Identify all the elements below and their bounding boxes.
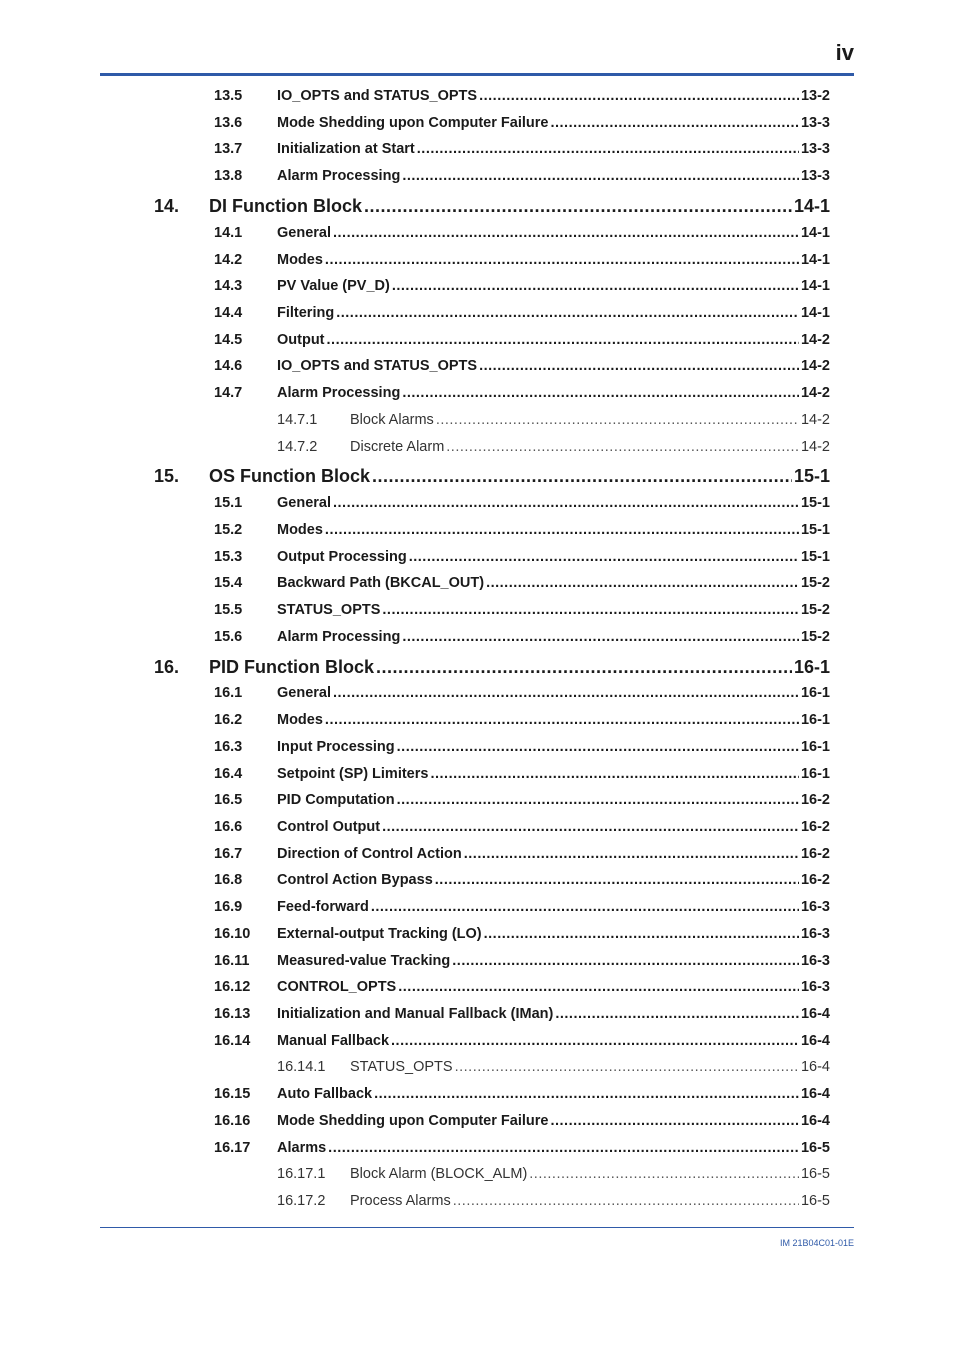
- toc-entry-number: 16.4: [214, 766, 243, 782]
- toc-entry-number: 14.1: [214, 225, 243, 241]
- toc-entry[interactable]: [0, 225, 830, 241]
- toc-entry[interactable]: [0, 1059, 830, 1075]
- toc-leader-dots: [327, 332, 799, 348]
- toc-entry[interactable]: [0, 1140, 830, 1156]
- toc-entry-title: External-output Tracking (LO): [277, 926, 482, 942]
- toc-leader-dots: [382, 819, 799, 835]
- page-number: iv: [835, 40, 854, 65]
- toc-entry[interactable]: [0, 872, 830, 888]
- toc-entry-page: 16-3: [800, 926, 830, 942]
- toc-entry[interactable]: [0, 522, 830, 538]
- toc-entry-page: 14-2: [800, 385, 830, 401]
- toc-entry-number: 16.8: [214, 872, 243, 888]
- toc-entry-number: 16.6: [214, 819, 243, 835]
- toc-leader-dots: [397, 739, 799, 755]
- toc-entry[interactable]: [0, 252, 830, 268]
- toc-entry-number: 14.3: [214, 278, 243, 294]
- toc-leader-dots: [479, 88, 799, 104]
- toc-entry-number: 15.3: [214, 549, 243, 565]
- toc-entry-title: Filtering: [277, 305, 335, 321]
- toc-entry-title: Initialization at Start: [277, 141, 415, 157]
- toc-entry[interactable]: [0, 466, 830, 487]
- toc-entry-title: Setpoint (SP) Limiters: [277, 766, 429, 782]
- toc-entry[interactable]: [0, 1113, 830, 1129]
- toc-entry[interactable]: [0, 766, 830, 782]
- toc-entry[interactable]: [0, 712, 830, 728]
- toc-entry-page: 16-1: [800, 685, 830, 701]
- toc-leader-dots: [391, 1033, 799, 1049]
- toc-entry-page: 16-4: [800, 1033, 830, 1049]
- toc-leader-dots: [452, 953, 799, 969]
- toc-leader-dots: [529, 1166, 799, 1182]
- toc-leader-dots: [402, 385, 799, 401]
- toc-entry-number: 15.4: [214, 575, 243, 591]
- toc-entry-title: Alarm Processing: [277, 629, 401, 645]
- toc-leader-dots: [392, 278, 799, 294]
- toc-entry-number: 16.5: [214, 792, 243, 808]
- toc-entry-number: 16.2: [214, 712, 243, 728]
- toc-leader-dots: [333, 685, 799, 701]
- toc-entry-title: General: [277, 225, 331, 241]
- header-rule: [100, 73, 854, 76]
- toc-entry-page: 16-3: [800, 979, 830, 995]
- toc-entry-page: 14-1: [800, 278, 830, 294]
- toc-entry-title: Manual Fallback: [277, 1033, 390, 1049]
- toc-entry-number: 13.7: [214, 141, 243, 157]
- toc-entry-title: STATUS_OPTS: [350, 1059, 453, 1075]
- toc-entry-number: 16.16: [214, 1113, 251, 1129]
- toc-leader-dots: [402, 168, 799, 184]
- toc-entry[interactable]: [0, 332, 830, 348]
- toc-leader-dots: [550, 1113, 799, 1129]
- toc-entry-title: Feed-forward: [277, 899, 369, 915]
- toc-entry[interactable]: [0, 846, 830, 862]
- toc-leader-dots: [371, 899, 799, 915]
- toc-entry-number: 16.17: [214, 1140, 251, 1156]
- toc-entry-number: 14.5: [214, 332, 243, 348]
- toc-entry-number: 15.1: [214, 495, 243, 511]
- toc-entry[interactable]: [0, 979, 830, 995]
- toc-entry-title: Block Alarm (BLOCK_ALM): [350, 1166, 528, 1182]
- toc-entry-title: Auto Fallback: [277, 1086, 373, 1102]
- toc-entry-number: 16.14.1: [277, 1059, 326, 1075]
- toc-entry[interactable]: [0, 899, 830, 915]
- toc-entry-number: 14.4: [214, 305, 243, 321]
- toc-entry[interactable]: [0, 657, 830, 678]
- toc-entry[interactable]: [0, 685, 830, 701]
- toc-entry-number: 16.17.1: [277, 1166, 326, 1182]
- toc-entry-number: 15.6: [214, 629, 243, 645]
- toc-entry-number: 14.6: [214, 358, 243, 374]
- toc-entry-number: 13.8: [214, 168, 243, 184]
- toc-entry-number: 13.5: [214, 88, 243, 104]
- toc-entry[interactable]: [0, 305, 830, 321]
- toc-leader-dots: [446, 439, 799, 455]
- toc-entry-title: DI Function Block: [209, 196, 362, 216]
- toc-entry-title: OS Function Block: [209, 466, 371, 486]
- toc-entry-number: 16.9: [214, 899, 243, 915]
- toc-entry[interactable]: [0, 141, 830, 157]
- toc-entry[interactable]: [0, 1033, 830, 1049]
- toc-entry-page: 16-1: [800, 712, 830, 728]
- toc-entry[interactable]: [0, 575, 830, 591]
- toc-entry-page: 14-2: [800, 439, 830, 455]
- toc-entry-page: 16-2: [800, 819, 830, 835]
- toc-entry-number: 16.12: [214, 979, 251, 995]
- toc-entry-number: 16.17.2: [277, 1193, 326, 1209]
- toc-entry-page: 16-2: [800, 846, 830, 862]
- toc-entry-page: 16-5: [800, 1140, 830, 1156]
- toc-entry-page: 16-5: [800, 1166, 830, 1182]
- toc-entry-title: General: [277, 685, 331, 701]
- toc-entry[interactable]: [0, 1193, 830, 1209]
- toc-entry-title: PV Value (PV_D): [277, 278, 390, 294]
- toc-entry-title: IO_OPTS and STATUS_OPTS: [277, 358, 478, 374]
- toc-entry-page: 14-1: [800, 252, 830, 268]
- toc-entry-title: Block Alarms: [350, 412, 434, 428]
- toc-entry-page: 14-2: [800, 358, 830, 374]
- toc-entry[interactable]: [0, 168, 830, 184]
- toc-entry-number: 16.13: [214, 1006, 251, 1022]
- toc-entry-number: 16.14: [214, 1033, 251, 1049]
- toc-entry-title: IO_OPTS and STATUS_OPTS: [277, 88, 478, 104]
- footer-rule: [100, 1227, 854, 1228]
- toc-leader-dots: [372, 466, 792, 487]
- toc-leader-dots: [436, 412, 799, 428]
- toc-entry-number: 16.7: [214, 846, 243, 862]
- toc-leader-dots: [376, 657, 792, 678]
- toc-leader-dots: [430, 766, 799, 782]
- toc-entry-number: 14.7.2: [277, 439, 318, 455]
- toc-leader-dots: [325, 712, 799, 728]
- toc-entry[interactable]: [0, 1006, 830, 1022]
- toc-entry-page: 16-4: [800, 1113, 830, 1129]
- toc-entry-number: 16.11: [214, 953, 250, 969]
- toc-entry-number: 15.: [154, 466, 180, 486]
- toc-entry-number: 14.7.1: [277, 412, 318, 428]
- toc-entry-number: 16.10: [214, 926, 251, 942]
- toc-entry-title: Output: [277, 332, 325, 348]
- toc-leader-dots: [402, 629, 799, 645]
- toc-leader-dots: [374, 1086, 799, 1102]
- toc-leader-dots: [464, 846, 799, 862]
- toc-entry-page: 14-1: [793, 196, 830, 216]
- toc-entry[interactable]: [0, 1086, 830, 1102]
- toc-entry-page: 16-4: [800, 1086, 830, 1102]
- toc-entry-page: 15-2: [800, 629, 830, 645]
- toc-entry-number: 13.6: [214, 115, 243, 131]
- toc-entry-page: 16-2: [800, 872, 830, 888]
- toc-entry-page: 13-3: [800, 168, 830, 184]
- toc-entry[interactable]: [0, 926, 830, 942]
- toc-leader-dots: [479, 358, 799, 374]
- toc-leader-dots: [397, 792, 799, 808]
- toc-entry-number: 16.: [154, 657, 180, 677]
- toc-entry-page: 16-4: [800, 1059, 830, 1075]
- toc-entry[interactable]: [0, 412, 830, 428]
- toc-entry-title: Modes: [277, 712, 323, 728]
- toc-leader-dots: [382, 602, 799, 618]
- toc-entry-title: Alarm Processing: [277, 385, 401, 401]
- toc-entry-number: 16.3: [214, 739, 243, 755]
- toc-leader-dots: [455, 1059, 799, 1075]
- toc-leader-dots: [486, 575, 799, 591]
- toc-entry-page: 14-1: [800, 305, 830, 321]
- toc-entry-page: 16-1: [800, 739, 830, 755]
- toc-entry[interactable]: [0, 1166, 830, 1182]
- toc-entry-number: 14.2: [214, 252, 243, 268]
- toc-leader-dots: [333, 495, 799, 511]
- document-id: IM 21B04C01-01E: [779, 1238, 854, 1248]
- toc-leader-dots: [328, 1140, 799, 1156]
- toc-entry-title: PID Computation: [277, 792, 395, 808]
- toc-entry-page: 15-1: [800, 522, 830, 538]
- toc-entry-title: Measured-value Tracking: [277, 953, 451, 969]
- toc-entry-page: 16-1: [800, 766, 830, 782]
- toc-entry-page: 15-2: [800, 575, 830, 591]
- toc-entry[interactable]: [0, 358, 830, 374]
- toc-entry[interactable]: [0, 953, 830, 969]
- toc-entry-title: Alarms: [277, 1140, 327, 1156]
- toc-entry-page: 15-2: [800, 602, 830, 618]
- toc-entry[interactable]: [0, 739, 830, 755]
- toc-entry-title: Control Output: [277, 819, 381, 835]
- toc-leader-dots: [484, 926, 799, 942]
- toc-entry-number: 14.: [154, 196, 180, 216]
- toc-entry-number: 15.5: [214, 602, 243, 618]
- toc-entry-number: 16.15: [214, 1086, 251, 1102]
- toc-entry-title: Process Alarms: [350, 1193, 451, 1209]
- toc-entry-number: 14.7: [214, 385, 243, 401]
- toc-entry-title: Direction of Control Action: [277, 846, 462, 862]
- toc-entry-number: 15.2: [214, 522, 243, 538]
- toc-leader-dots: [550, 115, 799, 131]
- toc-entry-title: PID Function Block: [209, 657, 375, 677]
- toc-entry-page: 16-3: [800, 899, 830, 915]
- toc-leader-dots: [333, 225, 799, 241]
- toc-entry[interactable]: [0, 278, 830, 294]
- toc-entry[interactable]: [0, 88, 830, 104]
- toc-entry-page: 16-5: [800, 1193, 830, 1209]
- toc-entry-title: Backward Path (BKCAL_OUT): [277, 575, 485, 591]
- toc-entry-page: 16-3: [800, 953, 830, 969]
- toc-entry-title: Alarm Processing: [277, 168, 401, 184]
- toc-entry[interactable]: [0, 385, 830, 401]
- toc-entry-title: Mode Shedding upon Computer Failure: [277, 1113, 549, 1129]
- toc-leader-dots: [398, 979, 799, 995]
- toc-leader-dots: [555, 1006, 799, 1022]
- toc-leader-dots: [336, 305, 799, 321]
- toc-entry-title: Output Processing: [277, 549, 407, 565]
- toc-leader-dots: [325, 252, 799, 268]
- toc-entry[interactable]: [0, 495, 830, 511]
- toc-entry-title: Input Processing: [277, 739, 395, 755]
- toc-entry-title: Mode Shedding upon Computer Failure: [277, 115, 549, 131]
- toc-entry-page: 14-2: [800, 332, 830, 348]
- toc-entry-page: 13-3: [800, 115, 830, 131]
- toc-entry[interactable]: [0, 602, 830, 618]
- toc-entry-page: 13-2: [800, 88, 830, 104]
- toc-entry[interactable]: [0, 819, 830, 835]
- toc-entry[interactable]: [0, 792, 830, 808]
- toc-entry-page: 16-2: [800, 792, 830, 808]
- toc-entry-title: CONTROL_OPTS: [277, 979, 397, 995]
- toc-leader-dots: [325, 522, 799, 538]
- toc-entry-page: 14-2: [800, 412, 830, 428]
- toc-entry-page: 16-1: [793, 657, 830, 677]
- toc-leader-dots: [453, 1193, 799, 1209]
- toc-entry-title: Modes: [277, 522, 323, 538]
- toc-leader-dots: [417, 141, 799, 157]
- toc-entry-number: 16.1: [214, 685, 243, 701]
- toc-entry[interactable]: [0, 115, 830, 131]
- toc-leader-dots: [364, 196, 792, 217]
- toc-entry-title: Initialization and Manual Fallback (IMan): [277, 1006, 554, 1022]
- toc-entry[interactable]: [0, 629, 830, 645]
- toc-entry-page: 15-1: [800, 549, 830, 565]
- toc-entry-title: General: [277, 495, 331, 511]
- toc-entry-page: 15-1: [793, 466, 830, 486]
- toc-entry-page: 16-4: [800, 1006, 830, 1022]
- toc-entry-title: STATUS_OPTS: [277, 602, 381, 618]
- toc-leader-dots: [435, 872, 799, 888]
- toc-entry-page: 15-1: [800, 495, 830, 511]
- toc-entry-title: Control Action Bypass: [277, 872, 433, 888]
- toc-leader-dots: [409, 549, 799, 565]
- toc-entry[interactable]: [0, 549, 830, 565]
- toc-entry-page: 13-3: [800, 141, 830, 157]
- toc-entry[interactable]: [0, 196, 830, 217]
- toc-entry-title: Discrete Alarm: [350, 439, 445, 455]
- toc-entry-page: 14-1: [800, 225, 830, 241]
- toc-entry[interactable]: [0, 439, 830, 455]
- toc-entry-title: Modes: [277, 252, 323, 268]
